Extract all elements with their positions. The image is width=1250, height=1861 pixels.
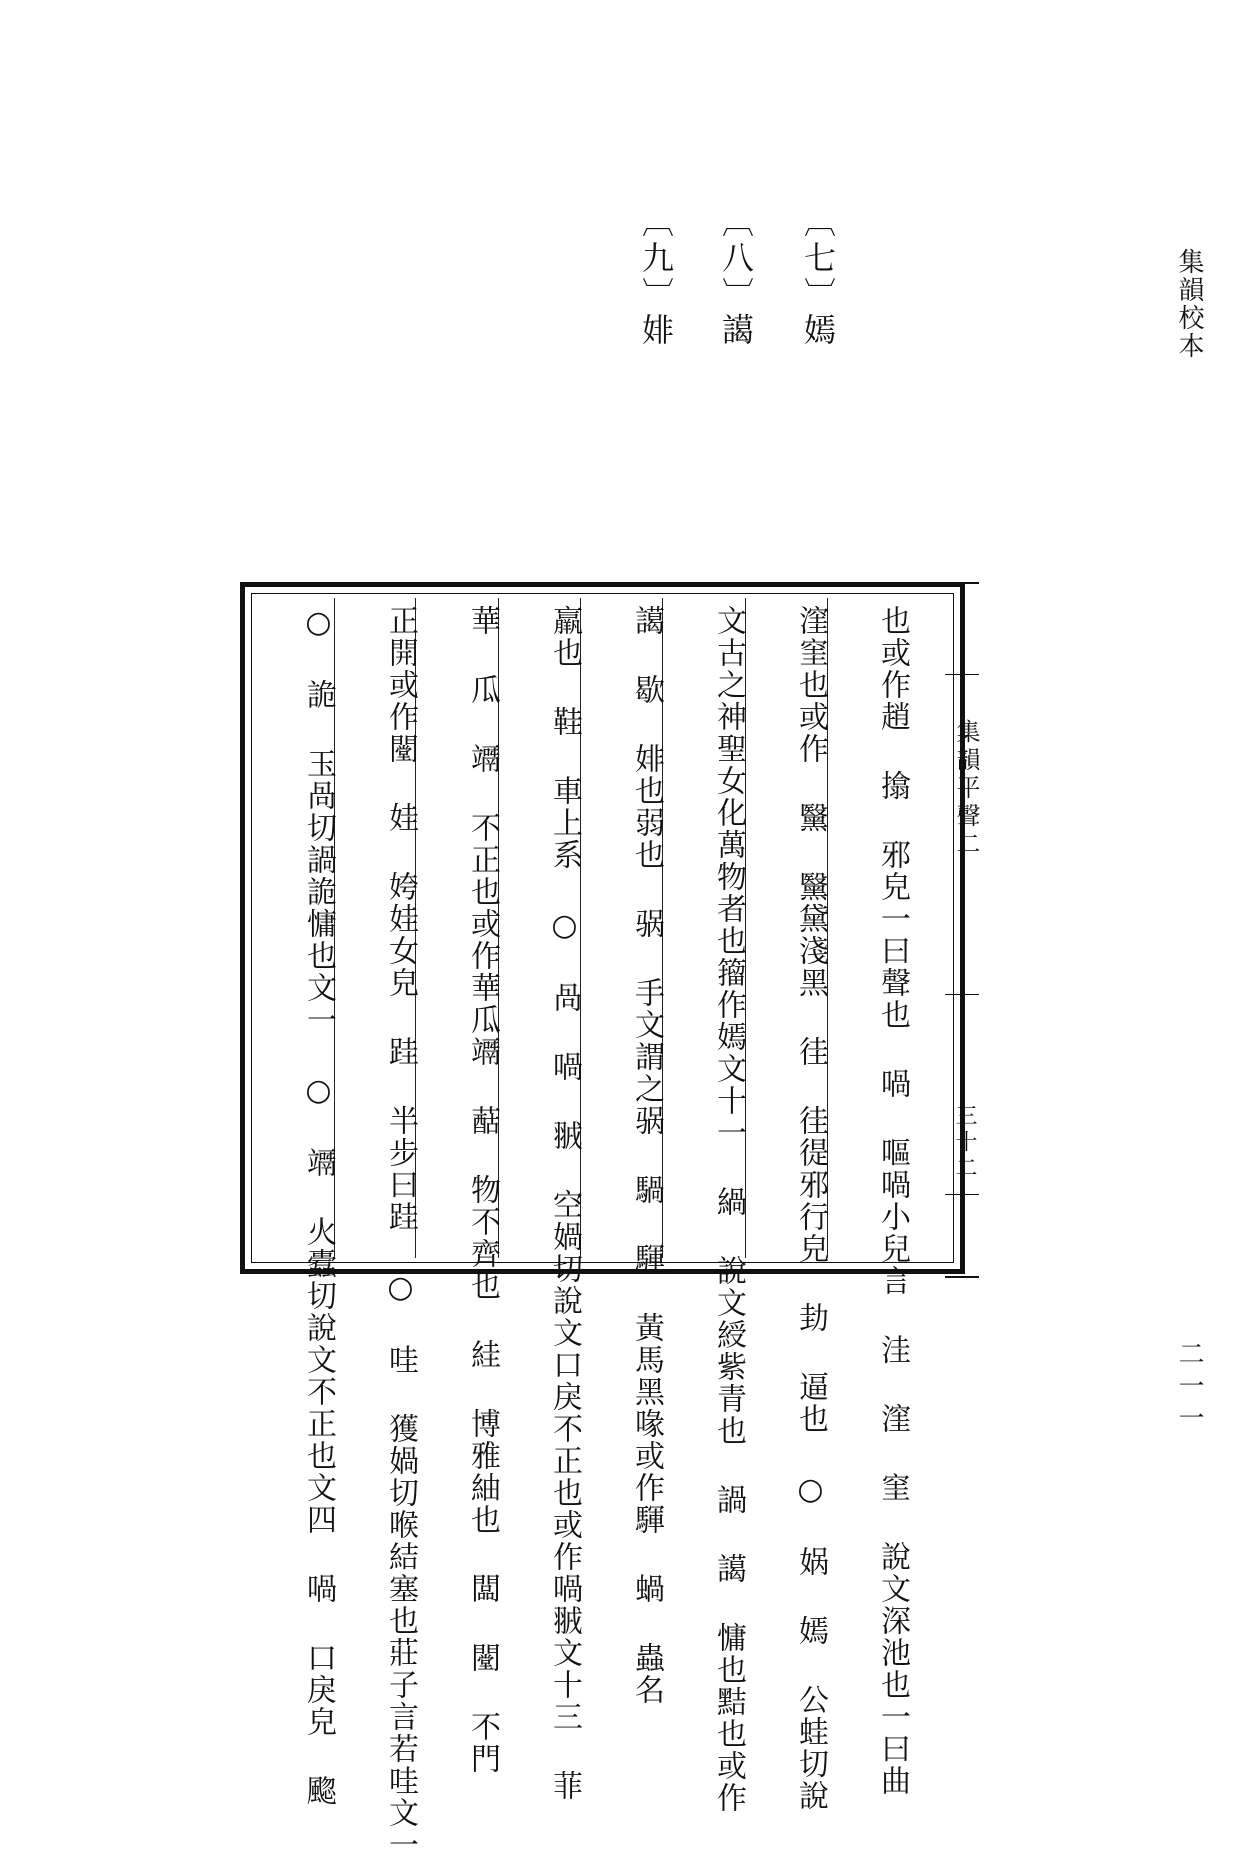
text-column-6: 華 瓜 竵 不正也或作華瓜竵 䔯 物不齊也 絓 博雅紬也 闆 闛 不門 [465,605,500,1775]
text-column-4: 譪 歇 婔也弱也 䯄 手文謂之䯄 騧 䮝 黃馬黑喙或作䮝 蝸 蟲名 [629,605,664,1706]
fish-tail-line [945,1194,979,1195]
fish-tail-line [945,674,979,675]
collation-note-9: 〔九〕婔 [637,205,675,349]
column-divider [498,598,499,1258]
text-column-3: 文古之神聖女化萬物者也籀作嫣文十一 緺 說文綬紫青也 諣 譪 慵也黠也或作 [711,605,746,1814]
column-divider [334,598,335,1258]
block-center-margin [945,582,979,1278]
column-divider [580,598,581,1258]
column-divider [745,598,746,1258]
banxin-title: 集韻平聲二 [952,719,980,859]
text-column-5: 羸也 鞋 車上系 ○ 咼 喎 䎉 空媧切說文口戾不正也或作喎䎉文十三 菲 [547,605,582,1802]
text-column-8: ○ 詭 玉咼切諣詭慵也文一 ○ 竵 火蠹切說文不正也文四 喎 口戾皃 䬍 [301,605,336,1807]
text-block-frame [240,582,965,1861]
collation-note-8: 〔八〕譪 [717,205,755,349]
page-number: 二一一 [1174,1340,1204,1436]
text-column-7: 正開或作闛 娃 姱娃女皃 跬 半步曰跬 ○ 哇 獲媧切喉結塞也莊子言若哇文一 [383,605,418,1861]
collation-note-7: 〔七〕嫣 [799,205,837,349]
text-column-2: 漥窐也或作 黳 黳黛淺黑 徍 徍徥邪行皃 劸 逼也 ○ 娲 嫣 公蛙切說 [793,605,828,1812]
column-divider [415,598,416,1258]
fish-tail-line [945,994,979,995]
column-divider [827,598,828,1258]
text-column-1: 也或作趙 㩉 邪皃一曰聲也 喎 嘔喎小兒言 洼 漥 窐 說文深池也一曰曲 [875,605,910,1797]
banxin-folio: 三十二 [952,1104,977,1182]
column-divider [662,598,663,1258]
running-title: 集韻校本 [1174,248,1204,360]
